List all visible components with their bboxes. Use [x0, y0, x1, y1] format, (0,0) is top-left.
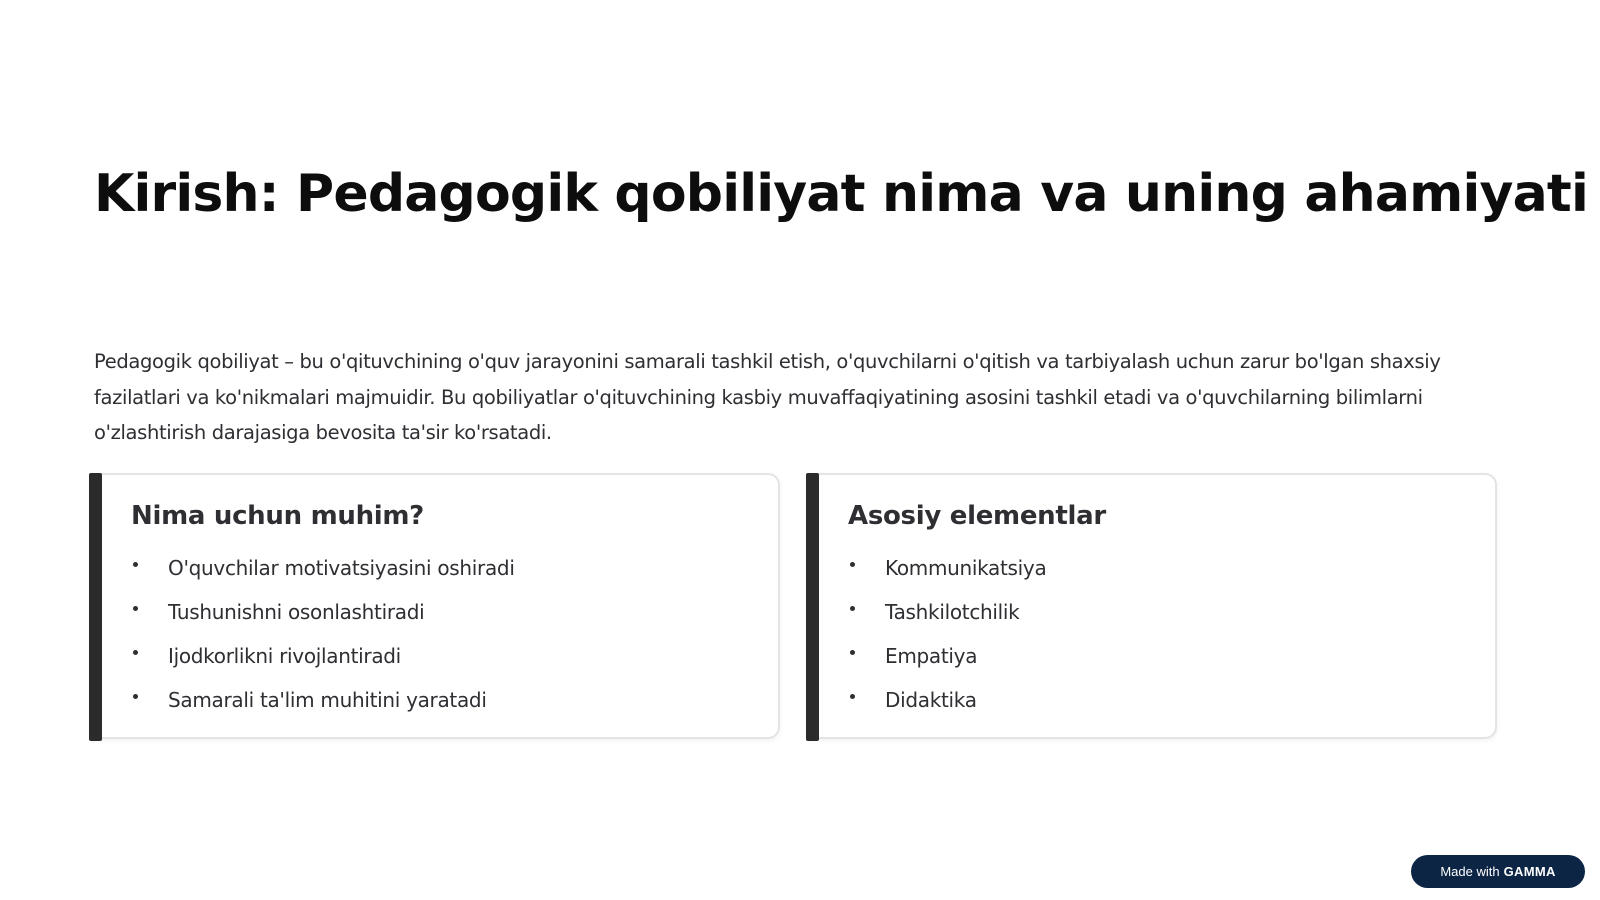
bullet-icon	[850, 694, 855, 699]
list-item-label: Tashkilotchilik	[885, 600, 1020, 624]
list-item	[848, 551, 1046, 595]
intro-paragraph: Pedagogik qobiliyat – bu o'qituvchining o'quv jarayonini samarali tashkil etish, o'quvchilarni o'qitish va tarbiyalash uchun zarur bo'lgan shaxsiy fazilatlari va ko'nikmalari majmuidir. Bu qobiliyatlar o'qituvchining kasbiy muvaffaqiyatining asosini tashkil etadi va o'quvchilarning bilimlarni o'zlashtirish darajasiga bevosita ta'sir ko'rsatadi.	[94, 350, 1441, 444]
bullet-icon	[850, 562, 855, 567]
list-item	[848, 595, 1046, 639]
card-main-elements	[808, 473, 1497, 739]
list-item-label: Samarali ta'lim muhitini yaratadi	[168, 688, 487, 712]
list-item-label: Kommunikatsiya	[885, 556, 1047, 580]
card-accent-bar	[806, 473, 819, 741]
bullet-list	[131, 551, 515, 727]
list-item-label: Didaktika	[885, 688, 977, 712]
gamma-logo: GAMMA	[1503, 864, 1556, 879]
list-item	[131, 683, 515, 727]
bullet-icon	[133, 694, 138, 699]
list-item-label: Ijodkorlikni rivojlantiradi	[168, 644, 401, 668]
card-why-important	[91, 473, 780, 739]
bullet-icon	[133, 562, 138, 567]
list-item-label: Tushunishni osonlashtiradi	[168, 600, 425, 624]
bullet-icon	[850, 650, 855, 655]
list-item	[131, 595, 515, 639]
badge-prefix: Made with	[1440, 864, 1500, 879]
list-item	[131, 639, 515, 683]
bullet-icon	[133, 650, 138, 655]
list-item	[131, 551, 515, 595]
list-item-label: Empatiya	[885, 644, 978, 668]
card-title: Asosiy elementlar	[848, 501, 1106, 531]
bullet-icon	[133, 606, 138, 611]
list-item	[848, 639, 1046, 683]
card-title: Nima uchun muhim?	[131, 501, 424, 531]
list-item	[848, 683, 1046, 727]
made-with-gamma-badge[interactable]	[1411, 855, 1585, 888]
slide-title: Kirish: Pedagogik qobiliyat nima va uning ahamiyati	[94, 164, 1589, 224]
list-item-label: O'quvchilar motivatsiyasini oshiradi	[168, 556, 515, 580]
card-accent-bar	[89, 473, 102, 741]
bullet-list	[848, 551, 1046, 727]
bullet-icon	[850, 606, 855, 611]
